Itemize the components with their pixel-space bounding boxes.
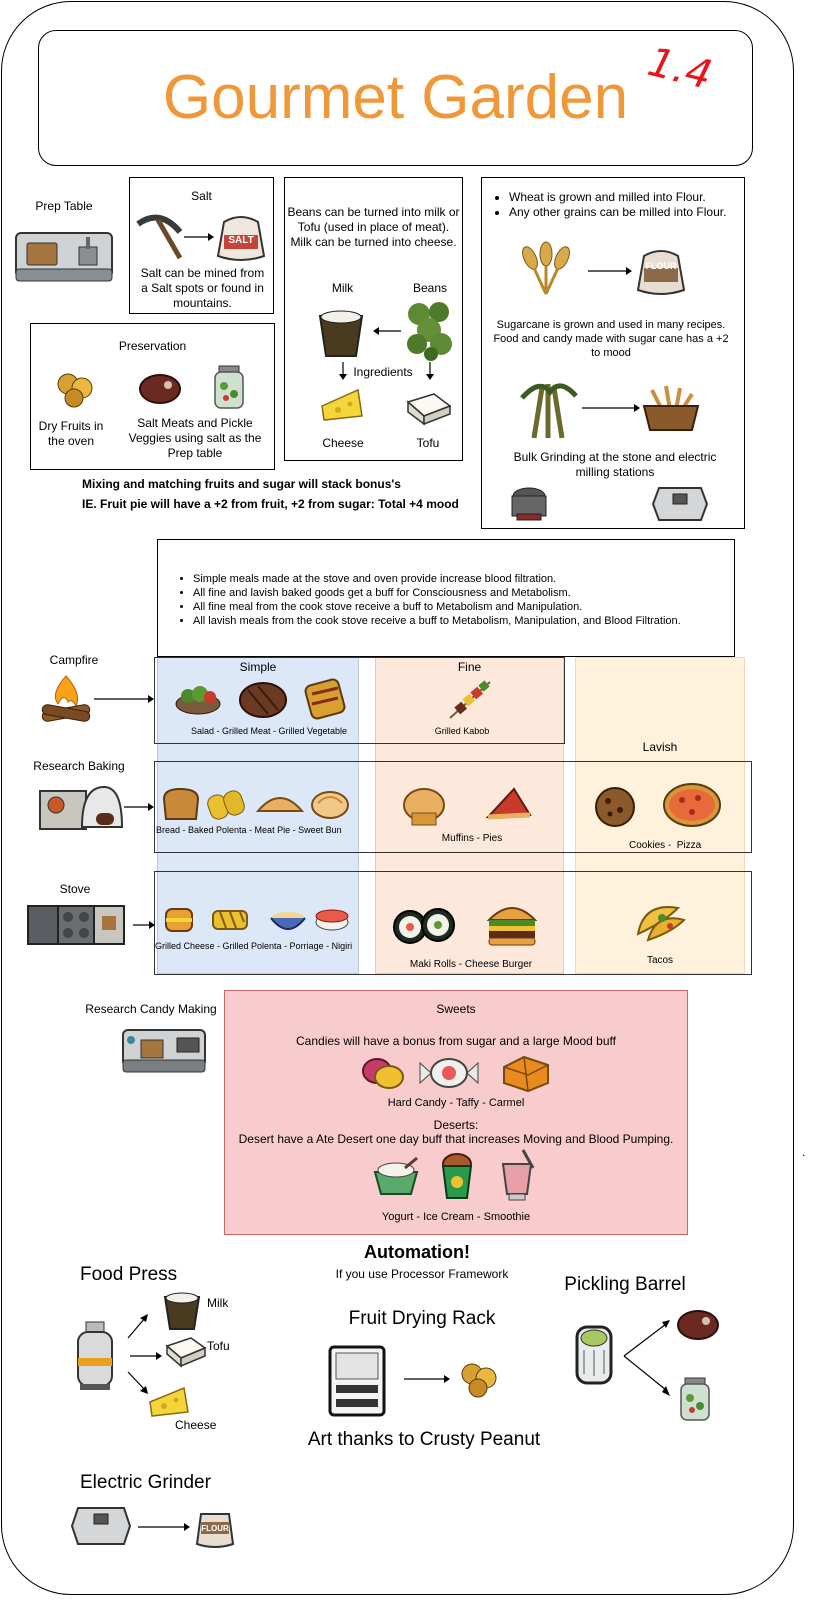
grinder-title: Electric Grinder [80, 1472, 211, 1493]
baking-label: Research Baking [33, 759, 125, 773]
press-tofu-label: Tofu [207, 1339, 230, 1353]
beans-desc: Beans can be turned into milk or Tofu (used in place of meat). Milk can be turned into cheese. [287, 205, 460, 249]
prep-table-icon [15, 229, 113, 283]
beans-label: Beans [412, 281, 448, 295]
stray-dot: . [802, 1145, 806, 1159]
grains-bullet: • Wheat is grown and milled into Flour. [509, 190, 759, 205]
cheese-icon [148, 1384, 190, 1418]
muffin-icon [402, 787, 446, 827]
pickaxe-icon [134, 210, 184, 260]
baking-fine-foods: Muffins - Pies [441, 833, 503, 844]
milk-bucket-icon [163, 1291, 201, 1331]
bonus-line-1: Mixing and matching fruits and sugar will stack bonus's [82, 477, 401, 491]
lavish-header: Lavish [642, 740, 678, 754]
arrow-down-right-icon [128, 1372, 150, 1394]
pickle-jar-icon [212, 364, 246, 410]
nigiri-icon [314, 906, 350, 932]
tacos-icon [634, 898, 688, 944]
bread-icon [160, 787, 202, 821]
candy-label: Research Candy Making [85, 1002, 217, 1016]
bean-plant-icon [405, 300, 453, 362]
automation-subtitle: If you use Processor Framework [335, 1267, 509, 1281]
baking-simple-foods: Bread - Baked Polenta - Meat Pie - Sweet Bun [156, 825, 342, 835]
arrow-up-right-icon [128, 1314, 150, 1338]
stove-lavish-foods: Tacos [646, 955, 674, 966]
candies-desc: Candies will have a bonus from sugar and a large Mood buff [296, 1034, 616, 1048]
fine-header: Fine [457, 660, 482, 674]
pickle-jar-icon [678, 1376, 712, 1422]
campfire-label: Campfire [49, 653, 99, 667]
bulk-grinding-desc: Bulk Grinding at the stone and electric milling stations [513, 450, 717, 479]
food-press-icon [72, 1320, 118, 1392]
cheese-label: Cheese [322, 436, 364, 450]
grilled-polenta-icon [210, 908, 250, 932]
simple-header: Simple [239, 660, 277, 674]
grilled-meat-icon [238, 680, 288, 720]
prep-table-label: Prep Table [35, 199, 93, 213]
press-milk-label: Milk [207, 1296, 229, 1310]
ice-cream-icon [437, 1152, 477, 1200]
sweets-title: Sweets [436, 1002, 476, 1016]
sweet-bun-icon [310, 787, 350, 819]
arrow-right-icon [582, 403, 640, 413]
taffy-icon [420, 1053, 478, 1093]
cookie-icon [592, 786, 638, 828]
buff-item: • All fine and lavish baked goods get a buff for Consciousness and Metabolism. [193, 586, 748, 600]
salt-desc: Salt can be mined from a Salt spots or found in mountains. [140, 266, 265, 310]
salad-icon [174, 682, 222, 716]
baked-polenta-icon [205, 787, 249, 821]
campfire-icon [38, 672, 94, 726]
arrow-right-icon [133, 920, 155, 930]
tofu-label: Tofu [416, 436, 440, 450]
smoothie-icon [497, 1148, 539, 1202]
electric-mill-icon [651, 484, 709, 524]
arrow-right-icon [184, 232, 214, 242]
salt-meats-desc: Salt Meats and Pickle Veggies using salt as the Prep table [128, 416, 262, 460]
drying-rack-icon [328, 1345, 386, 1417]
arrow-right-icon [94, 694, 154, 704]
salt-bag-text: SALT [228, 235, 254, 246]
grinder-flour-text: FLOUR [201, 1524, 229, 1533]
arrow-down-icon [338, 362, 348, 380]
bonus-line-2: IE. Fruit pie will have a +2 from fruit, +2 from sugar: Total +4 mood [82, 497, 459, 511]
pizza-icon [662, 782, 722, 828]
carmel-icon [498, 1053, 554, 1093]
ingredients-label: Ingredients [353, 365, 413, 379]
milk-label: Milk [331, 281, 354, 295]
preservation-title: Preservation [118, 339, 187, 353]
page-title: Gourmet Garden [162, 63, 629, 132]
salted-meat-icon [138, 372, 182, 406]
stove-icon [26, 904, 126, 946]
arrows-split-icon [624, 1320, 672, 1396]
drying-rack-title: Fruit Drying Rack [348, 1308, 496, 1329]
deserts-desc: Desert have a Ate Desert one day buff that increases Moving and Blood Pumping. [238, 1132, 674, 1146]
porridge-icon [268, 906, 308, 934]
deserts-title: Deserts: [433, 1118, 479, 1132]
candy-list: Hard Candy - Taffy - Carmel [387, 1097, 525, 1109]
arrow-right-icon [124, 802, 154, 812]
arrow-right-icon [138, 1522, 190, 1532]
arrow-right-icon [404, 1374, 450, 1384]
grilled-cheese-icon [163, 906, 195, 934]
arrow-right-icon [130, 1351, 162, 1361]
flour-bag-icon [634, 246, 688, 298]
cheese-icon [320, 386, 364, 422]
flour-bag-text: FLOUR [645, 261, 677, 271]
sugarcane-desc: Sugarcane is grown and used in many recipes. Food and candy made with sugar cane has a +2 to mood [493, 319, 729, 359]
wheat-icon [518, 244, 576, 298]
sugarcane-icon [520, 378, 578, 440]
dry-fruits-desc: Dry Fruits in the oven [38, 419, 104, 448]
baking-oven-icon [38, 783, 124, 831]
kabob-icon [446, 678, 494, 722]
press-cheese-label: Cheese [175, 1418, 217, 1432]
candy-station-icon [121, 1026, 207, 1074]
arrow-left-icon [373, 326, 401, 336]
pickling-title: Pickling Barrel [564, 1274, 686, 1295]
arrow-right-icon [588, 266, 632, 276]
salted-meat-icon [676, 1308, 720, 1342]
salt-title: Salt [191, 189, 212, 203]
baking-lavish-foods: Cookies - Pizza [629, 840, 702, 851]
automation-title: Automation! [364, 1242, 470, 1262]
stove-fine-foods: Maki Rolls - Cheese Burger [409, 959, 533, 970]
grains-bullet: • Any other grains can be milled into Flour. [509, 205, 759, 220]
dried-fruit-icon [458, 1360, 500, 1400]
arrow-down-icon [425, 362, 435, 380]
buffs-list [175, 572, 748, 628]
buff-item: • Simple meals made at the stove and oven provide increase blood filtration. [193, 572, 748, 586]
desert-list: Yogurt - Ice Cream - Smoothie [381, 1211, 531, 1223]
dried-fruit-icon [54, 370, 96, 410]
grains-bullets [491, 190, 759, 220]
food-press-title: Food Press [80, 1264, 178, 1285]
campfire-fine-foods: Grilled Kabob [434, 726, 490, 736]
milk-bucket-icon [318, 308, 364, 358]
hard-candy-icon [359, 1055, 407, 1091]
cane-basket-icon [640, 382, 702, 434]
pie-icon [484, 785, 534, 823]
stone-mill-icon [509, 486, 549, 522]
buff-item: • All fine meal from the cook stove receive a buff to Metabolism and Manipulation. [193, 600, 748, 614]
cheese-burger-icon [485, 900, 539, 948]
electric-grinder-icon [70, 1504, 132, 1548]
yogurt-icon [371, 1156, 421, 1196]
buff-item: • All lavish meals from the cook stove receive a buff to Metabolism, Manipulation, and Blood Filtration. [193, 614, 748, 628]
stove-simple-foods: Grilled Cheese - Grilled Polenta - Porriage - Nigiri [155, 941, 353, 951]
maki-rolls-icon [392, 903, 458, 949]
tofu-icon [163, 1334, 209, 1368]
pickling-barrel-icon [574, 1324, 614, 1386]
meat-pie-icon [256, 789, 304, 819]
art-credit: Art thanks to Crusty Peanut [307, 1429, 541, 1450]
stove-label: Stove [59, 882, 91, 896]
version-label: 1.4 [643, 38, 717, 100]
campfire-simple-foods: Salad - Grilled Meat - Grilled Vegetable [190, 726, 348, 736]
tofu-icon [404, 390, 454, 426]
grilled-vegetable-icon [302, 676, 348, 720]
